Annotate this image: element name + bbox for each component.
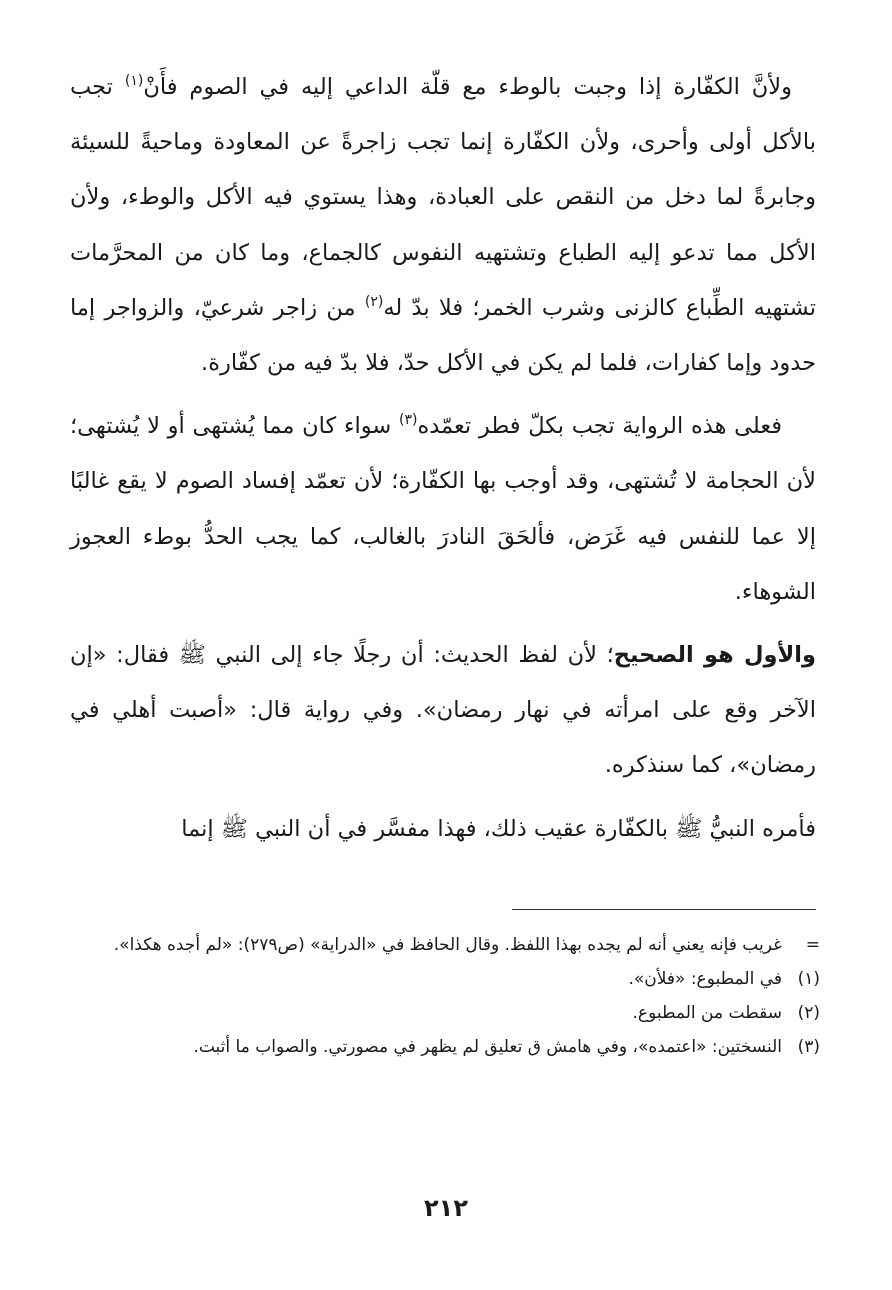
page-number: ٢١٢ <box>424 1194 468 1222</box>
footnote-marker-2[interactable]: (٢) <box>364 293 384 310</box>
paragraph-2 <box>70 399 816 620</box>
footnote-3 <box>70 1030 820 1064</box>
footnotes <box>70 928 820 1064</box>
footnote-text: النسختين: «اعتمده»، وفي هامش ق تعليق لم يظهر في مصورتي. والصواب ما أثبت. <box>193 1037 782 1057</box>
footnote-number: (٣) <box>797 1037 820 1057</box>
paragraph-1-text-a: ولأنَّ الكفّارة إذا وجبت بالوطء مع قلّة الداعي إليه في الصوم فأَنْ <box>143 74 792 100</box>
paragraph-3-text: ؛ لأن لفظ الحديث: أن رجلًا جاء إلى النبي ﷺ فقال: «إن الآخر وقع على امرأته في نهار رمضان». وفي رواية قال: «أصبت أهلي في رمضان»، كما سنذكره. <box>70 642 816 779</box>
paragraph-2-text-a: فعلى هذه الرواية تجب بكلّ فطر تعمّده <box>417 413 782 440</box>
footnote-2 <box>70 996 820 1030</box>
footnote-number: (٢) <box>797 1003 820 1023</box>
footnote-text: سقطت من المطبوع. <box>632 1003 782 1023</box>
paragraph-1-text-c: من زاجر شرعيّ، والزواجر إما حدود وإما كفارات، فلما لم يكن في الأكل حدّ، فلا بدّ فيه من كفّارة. <box>70 294 816 377</box>
footnote-number: = <box>805 935 820 955</box>
paragraph-3 <box>70 628 816 794</box>
main-text <box>70 60 816 865</box>
paragraph-1 <box>70 60 816 391</box>
paragraph-3-bold-lead: والأول هو الصحيح <box>613 642 816 669</box>
footnote-separator <box>512 909 816 910</box>
footnote-text: غريب فإنه يعني أنه لم يجده بهذا اللفظ. وقال الحافظ في «الدراية» (ص٢٧٩): «لم أجده هكذا». <box>113 935 782 955</box>
footnote-1 <box>70 962 820 996</box>
footnote-continuation <box>70 928 820 962</box>
paragraph-2-text-b: سواء كان مما يُشتهى أو لا يُشتهى؛ لأن الحجامة لا تُشتهى، وقد أوجب بها الكفّارة؛ لأن تعمّد إفساد الصوم لا يقع غالبًا إلا عما للنفس فيه غَرَض، فألحَقَ النادرَ بالغالب، كما يجب الحدُّ بوطء العجوز الشوهاء. <box>70 413 816 605</box>
paragraph-4: فأمره النبيُّ ﷺ بالكفّارة عقيب ذلك، فهذا مفسَّر في أن النبي ﷺ إنما <box>181 815 816 842</box>
footnote-number: (١) <box>797 969 820 989</box>
footnote-marker-3[interactable]: (٣) <box>398 412 418 429</box>
paragraph-1-text-b: تجب بالأكل أولى وأحرى، ولأن الكفّارة إنما تجب زاجرةً عن المعاودة وماحيةً للسيئة وجابرةً لما دخل من النقص على العبادة، وهذا يستوي فيه الأكل والوطء، ولأن الأكل مما تدعو إليه الطباع وتشتهيه النفوس كالجماع، وما كان من المحرَّمات تشتهيه الطِّباع كالزنى وشرب الخمر؛ فلا بدّ له <box>70 74 817 321</box>
footnote-marker-1[interactable]: (١) <box>124 73 144 89</box>
footnote-text: في المطبوع: «فلأن». <box>628 969 782 989</box>
